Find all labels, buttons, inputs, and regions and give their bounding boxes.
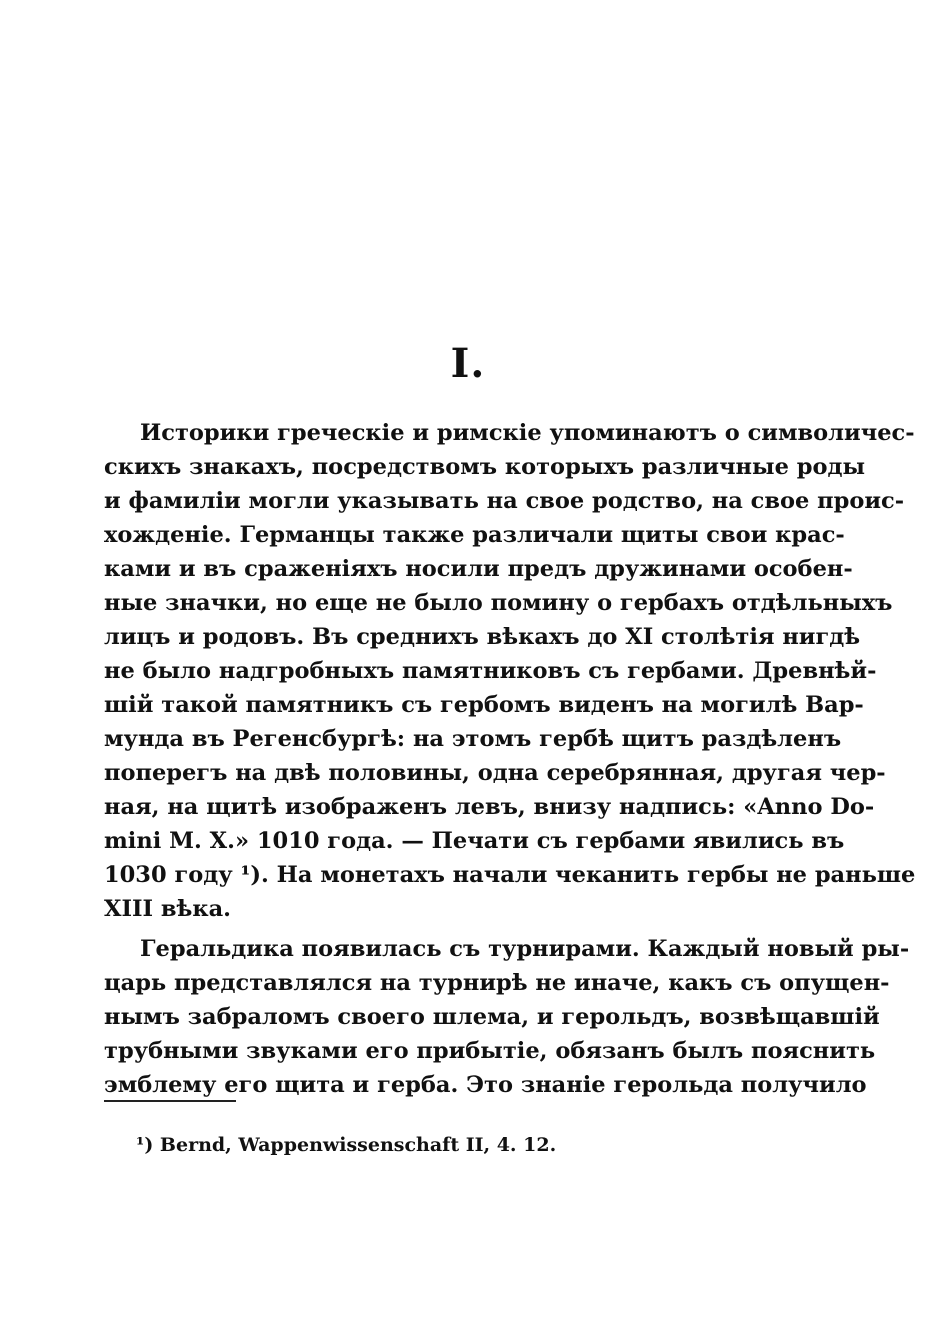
- text-line: трубными звуками его прибытіе, обязанъ былъ пояснить: [104, 1038, 876, 1064]
- text-line: ками и въ сраженіяхъ носили предъ дружинами особен-: [104, 556, 853, 582]
- text-line: не было надгробныхъ памятниковъ съ гербами. Древнѣй-: [104, 658, 877, 684]
- text-line: ная, на щитѣ изображенъ левъ, внизу надпись: «Anno Do-: [104, 794, 875, 820]
- text-line: нымъ забраломъ своего шлема, и герольдъ, возвѣщавшій: [104, 1004, 880, 1030]
- text-line: 1030 году ¹). На монетахъ начали чеканить гербы не раньше: [104, 862, 916, 888]
- text-line: эмблему его щита и герба. Это знаніе герольда получило: [104, 1072, 867, 1098]
- text-line: ные значки, но еще не было помину о гербахъ отдѣльныхъ: [104, 590, 893, 616]
- text-line-paragraph-1-end: XIII вѣка.: [104, 896, 231, 922]
- text-line: поперегъ на двѣ половины, одна серебрянная, другая чер-: [104, 760, 886, 786]
- text-line-paragraph-2-start: Геральдика появилась съ турнирами. Каждый новый ры-: [140, 936, 910, 962]
- text-line-paragraph-1-start: Историки греческіе и римскіе упоминаютъ о символичес-: [140, 420, 915, 446]
- text-line: царь представлялся на турнирѣ не иначе, какъ съ опущен-: [104, 970, 890, 996]
- text-line: скихъ знакахъ, посредствомъ которыхъ различные роды: [104, 454, 866, 480]
- footnote: ¹) Bernd, Wappenwissenschaft II, 4. 12.: [136, 1134, 557, 1156]
- text-line: и фамиліи могли указывать на свое родство, на свое проис-: [104, 488, 905, 514]
- text-line: мунда въ Регенсбургѣ: на этомъ гербѣ щитъ раздѣленъ: [104, 726, 842, 752]
- chapter-heading: I.: [450, 340, 486, 387]
- text-line: хожденіе. Германцы также различали щиты свои крас-: [104, 522, 845, 548]
- footnote-divider: [104, 1100, 236, 1102]
- text-line: mini M. X.» 1010 года. — Печати съ гербами явились въ: [104, 828, 845, 854]
- text-line: шій такой памятникъ съ гербомъ виденъ на могилѣ Вар-: [104, 692, 864, 718]
- text-line: лицъ и родовъ. Въ среднихъ вѣкахъ до XI столѣтія нигдѣ: [104, 624, 861, 650]
